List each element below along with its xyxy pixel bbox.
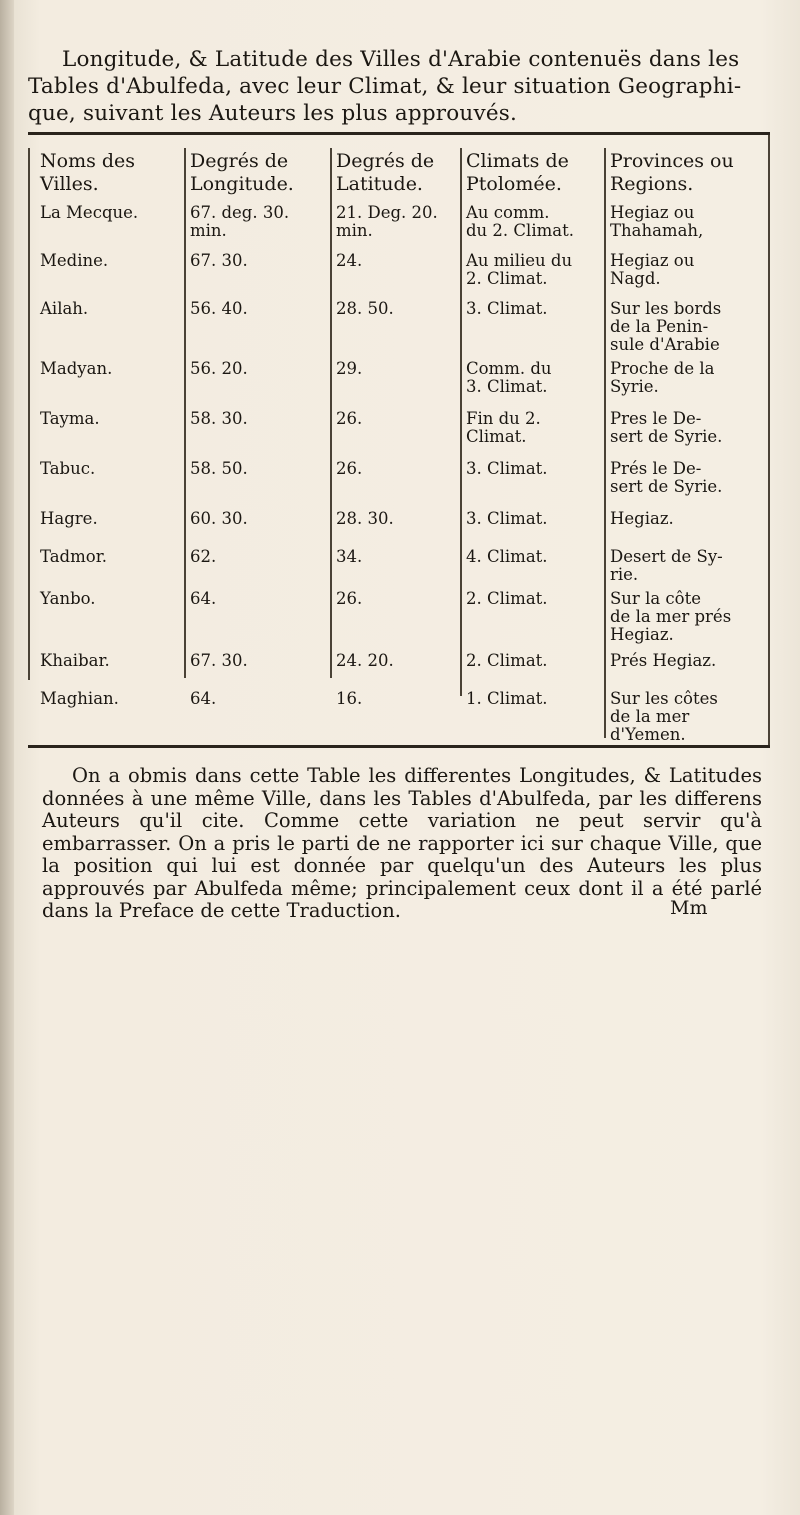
table-cell-longitude: 56. 40.: [190, 299, 248, 318]
page-heading: [28, 46, 768, 127]
table-cell-latitude: 16.: [336, 689, 363, 708]
table-cell-city: Ailah.: [40, 299, 89, 318]
table-cell-province: Proche de la Syrie.: [610, 359, 715, 396]
table-cell-longitude: 62.: [190, 547, 217, 566]
table-cell-longitude: 67. 30.: [190, 251, 248, 270]
table-cell-city: Tabuc.: [40, 459, 96, 478]
table-cell-climate: 3. Climat.: [466, 509, 548, 528]
table-cell-latitude: 26.: [336, 589, 363, 608]
table-cell-latitude: 28. 30.: [336, 509, 394, 528]
column-divider: [604, 148, 606, 738]
table-cell-province: Desert de Sy- rie.: [610, 547, 723, 584]
column-divider: [460, 148, 462, 696]
table-cell-city: La Mecque.: [40, 203, 139, 222]
book-gutter: [0, 0, 14, 1515]
table-cell-longitude: 58. 50.: [190, 459, 248, 478]
header-city: Noms des Villes.: [40, 150, 136, 195]
table-top-rule: [28, 132, 770, 135]
column-divider: [330, 148, 332, 678]
header-longitude: Degrés de Longitude.: [190, 150, 294, 195]
table-cell-climate: Au comm. du 2. Climat.: [466, 203, 574, 240]
table-cell-latitude: 34.: [336, 547, 363, 566]
table-cell-climate: Comm. du 3. Climat.: [466, 359, 552, 396]
table-right-border: [768, 135, 770, 745]
table-cell-city: Hagre.: [40, 509, 98, 528]
table-cell-city: Madyan.: [40, 359, 113, 378]
table-cell-province: Hegiaz.: [610, 509, 674, 528]
table-left-border: [28, 148, 30, 680]
table-cell-province: Sur les côtes de la mer d'Yemen.: [610, 689, 718, 744]
table-cell-city: Tayma.: [40, 409, 100, 428]
table-cell-city: Yanbo.: [40, 589, 96, 608]
table-cell-latitude: 26.: [336, 459, 363, 478]
table-cell-province: Sur la côte de la mer prés Hegiaz.: [610, 589, 732, 644]
table-cell-latitude: 24. 20.: [336, 651, 394, 670]
table-cell-climate: 4. Climat.: [466, 547, 548, 566]
table-cell-province: Hegiaz ou Thahamah,: [610, 203, 704, 240]
table-cell-climate: Au milieu du 2. Climat.: [466, 251, 573, 288]
table-cell-latitude: 26.: [336, 409, 363, 428]
table-cell-city: Tadmor.: [40, 547, 108, 566]
table-cell-longitude: 60. 30.: [190, 509, 248, 528]
table-cell-climate: 1. Climat.: [466, 689, 548, 708]
table-cell-province: Hegiaz ou Nagd.: [610, 251, 695, 288]
table-cell-climate: 3. Climat.: [466, 299, 548, 318]
table-cell-latitude: 21. Deg. 20. min.: [336, 203, 438, 240]
table-cell-latitude: 28. 50.: [336, 299, 394, 318]
catchword: Mm: [670, 897, 708, 919]
table-cell-longitude: 64.: [190, 689, 217, 708]
table-cell-province: Prés le De- sert de Syrie.: [610, 459, 723, 496]
table-cell-latitude: 24.: [336, 251, 363, 270]
header-province: Provinces ou Regions.: [610, 150, 734, 195]
heading-line-3: que, suivant les Auteurs les plus approuvés.: [28, 101, 518, 126]
table-cell-longitude: 64.: [190, 589, 217, 608]
footnote-paragraph: [42, 765, 762, 923]
header-climate: Climats de Ptolomée.: [466, 150, 569, 195]
table-cell-province: Sur les bords de la Penin- sule d'Arabie: [610, 299, 722, 354]
table-cell-longitude: 67. 30.: [190, 651, 248, 670]
header-latitude: Degrés de Latitude.: [336, 150, 435, 195]
table-cell-climate: 2. Climat.: [466, 589, 548, 608]
footnote-text: On a obmis dans cette Table les differentes Longitudes, & Latitudes données à une même Ville, dans les Tables d'Abulfeda, par les differens Auteurs qu'il cite. Comme cette variation ne peut servir qu'à embarrasser. On a pris le parti de ne rapporter ici sur chaque Ville, que la position qui lui est donnée par quelqu'un des Auteurs les plus approuvés par Abulfeda même; principalement ceux dont il a été parlé dans la Preface de cette Traduction.: [42, 764, 762, 922]
heading-line-2: Tables d'Abulfeda, avec leur Climat, & leur situation Geographi-: [28, 74, 742, 99]
table-cell-city: Khaibar.: [40, 651, 110, 670]
table-cell-latitude: 29.: [336, 359, 363, 378]
table-bottom-rule: [28, 745, 770, 748]
heading-line-1: Longitude, & Latitude des Villes d'Arabie contenuës dans les: [62, 47, 740, 72]
table-cell-city: Maghian.: [40, 689, 119, 708]
table-cell-province: Prés Hegiaz.: [610, 651, 717, 670]
table-cell-climate: 2. Climat.: [466, 651, 548, 670]
table-cell-climate: 3. Climat.: [466, 459, 548, 478]
table-cell-climate: Fin du 2. Climat.: [466, 409, 541, 446]
column-divider: [184, 148, 186, 678]
table-cell-longitude: 67. deg. 30. min.: [190, 203, 290, 240]
table-cell-longitude: 56. 20.: [190, 359, 248, 378]
table-cell-longitude: 58. 30.: [190, 409, 248, 428]
table-cell-province: Pres le De- sert de Syrie.: [610, 409, 723, 446]
table-cell-city: Medine.: [40, 251, 109, 270]
